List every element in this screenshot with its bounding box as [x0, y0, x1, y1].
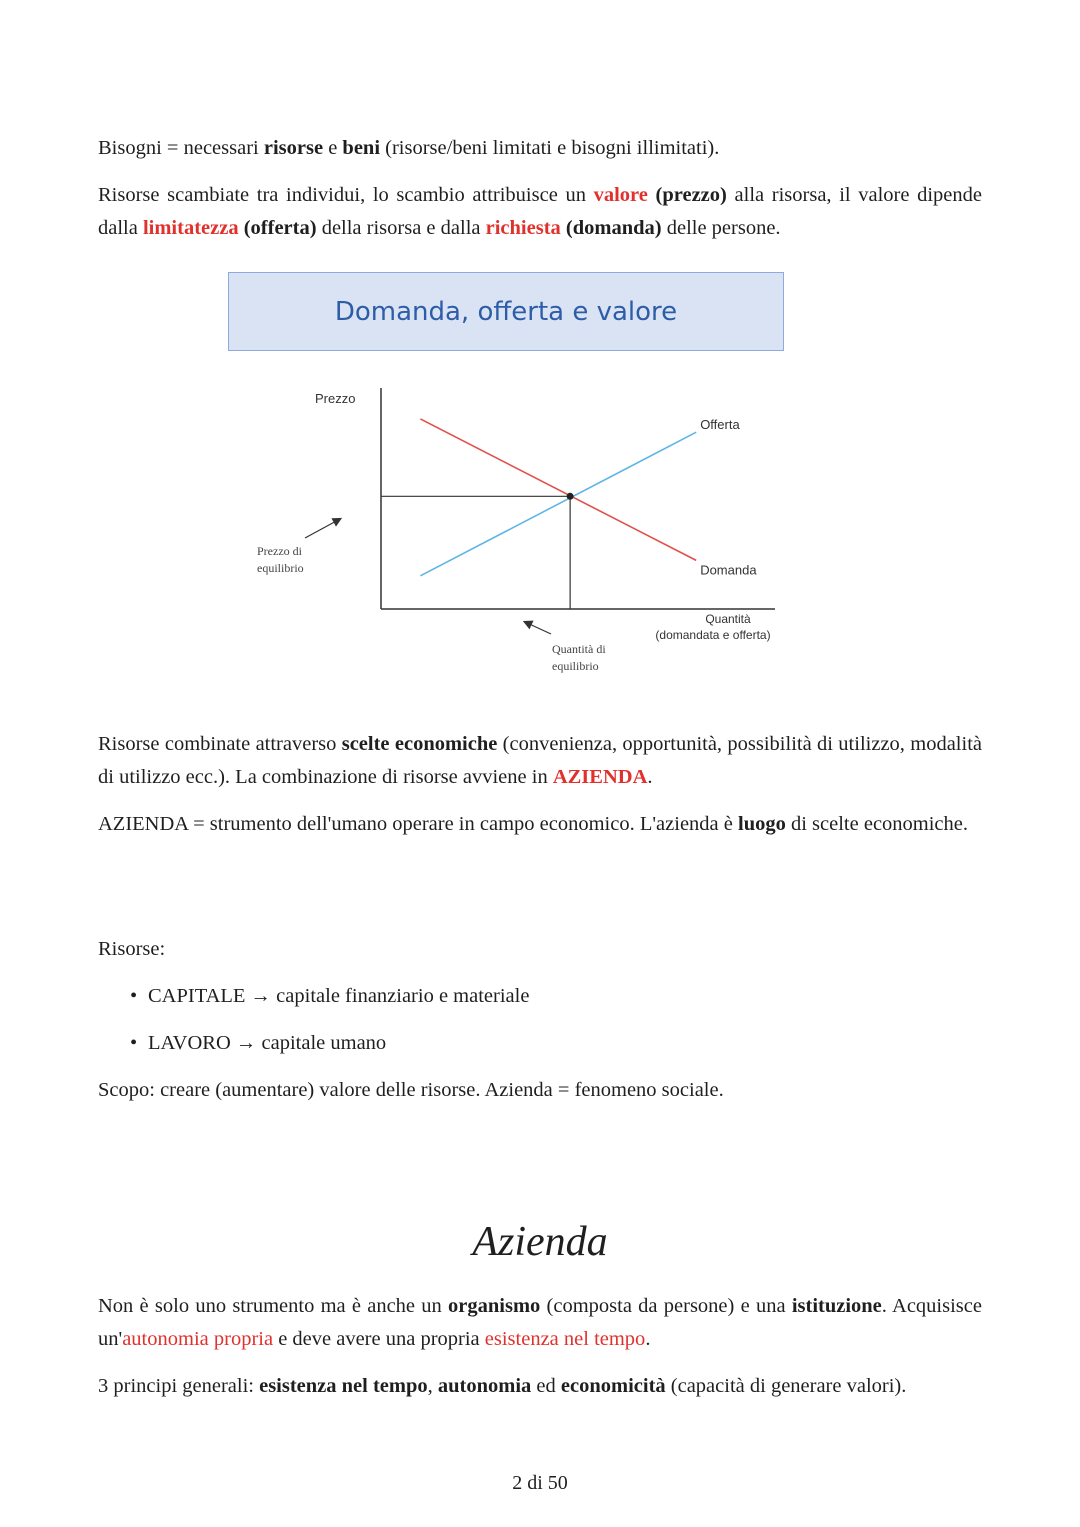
paragraph-needs: Bisogni = necessari risorse e beni (risorse/beni limitati e bisogni illimitati). — [98, 137, 720, 159]
supply-demand-chart — [0, 0, 1080, 700]
x-axis-label-line2: (domandata e offerta) — [655, 628, 771, 642]
series-line-domanda — [420, 419, 696, 560]
annotation-price-arrow — [305, 519, 340, 538]
paragraph-organism: Non è solo uno strumento ma è anche un organismo (composta da persone) e una istituzione. Acquisisce un'autonomia propria e deve avere una propria esistenza nel tempo. — [98, 1295, 982, 1350]
paragraph-choices: Risorse combinate attraverso scelte economiche (convenienza, opportunità, possibilità di utilizzo, modalità di utilizzo ecc.). La combinazione di risorse avviene in AZIENDA. — [98, 733, 982, 788]
annotation-qty-arrow — [525, 622, 551, 634]
list-item: • CAPITALE → capitale finanziario e materiale — [130, 985, 530, 1007]
paragraph-purpose: Scopo: creare (aumentare) valore delle risorse. Azienda = fenomeno sociale. — [98, 1079, 724, 1101]
annotation-price-line1: Prezzo di — [257, 544, 302, 558]
y-axis-label: Prezzo — [315, 391, 356, 406]
paragraph-principles: 3 principi generali: esistenza nel tempo, autonomia ed economicità (capacità di generare valori). — [98, 1375, 907, 1397]
equilibrium-point — [567, 493, 574, 500]
series-label-domanda: Domanda — [700, 562, 757, 578]
section-heading: Azienda — [472, 1219, 608, 1265]
chart-banner-title: Domanda, offerta e valore — [334, 296, 678, 327]
paragraph-resources-label: Risorse: — [98, 938, 166, 960]
annotation-qty-line2: equilibrio — [552, 659, 599, 673]
series-label-offerta: Offerta — [700, 417, 740, 433]
paragraph-exchange: Risorse scambiate tra individui, lo scambio attribuisce un valore (prezzo) alla risorsa, il valore dipende dalla limitatezza (offerta) della risorsa e dalla richiesta (domanda) delle persone. — [98, 184, 982, 239]
page-number: 2 di 50 — [512, 1472, 568, 1494]
x-axis-label-line1: Quantità — [705, 612, 751, 626]
series-line-offerta — [420, 432, 696, 576]
annotation-price-line2: equilibrio — [257, 561, 304, 575]
list-item: • LAVORO → capitale umano — [130, 1032, 387, 1054]
paragraph-azienda-definition: AZIENDA = strumento dell'umano operare in campo economico. L'azienda è luogo di scelte economiche. — [98, 813, 969, 835]
annotation-qty-line1: Quantità di — [552, 642, 606, 656]
